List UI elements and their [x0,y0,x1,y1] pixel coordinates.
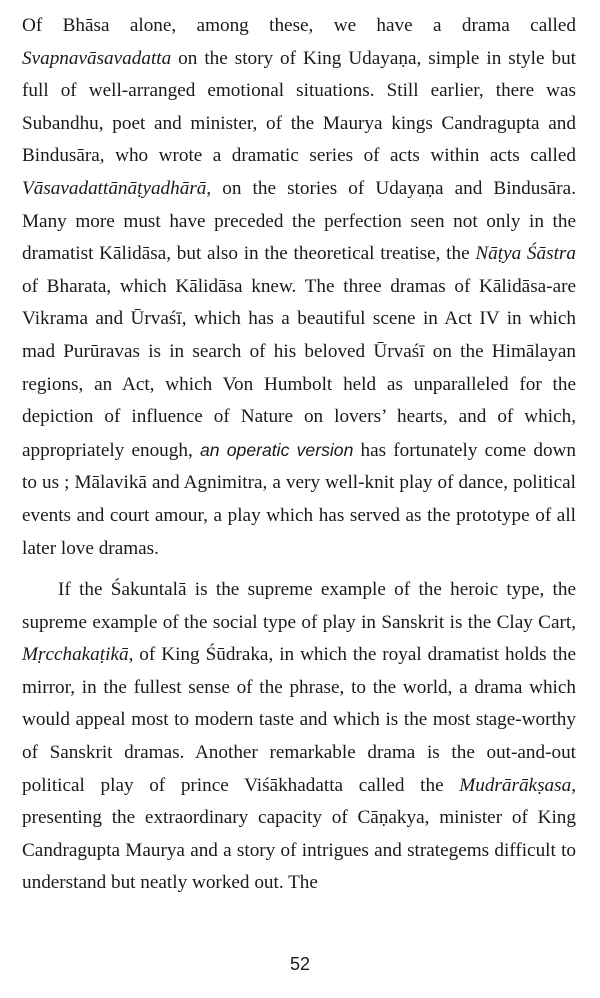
text-segment: , presenting the extraordinary capacity of Cāṇakya, minister of King Candragupta Maurya and a story of intrigues and strategems difficult to understand but neatly worked out. The [22,774,576,894]
italic-title-natya-sastra: Nāṭya Śāstra [475,243,576,265]
text-segment: of Bharata, which Kālidāsa knew. The three dramas of Kālidāsa-are Vikrama and Ūrvaśī, which has a beautiful scene in Act IV in which mad Purūravas is in search of his beloved Ūrvaśī on the Himālayan regions, an Act, which Von Humbolt held as unparalleled for the depiction of influence of Nature on lovers’ hearts, and of which, appropriately enough, [22,275,576,461]
page-number: 52 [289,954,311,974]
paragraph-1 [22,10,576,565]
text-segment: has fortunately come down to us ; Mālavikā and Agnimitra, a very well-knit play of dance, political events and court amour, a play which has served as the prototype of all later love dramas. [22,439,577,559]
italic-title-mrcchakatika: Mṛcchakaṭikā [22,644,129,666]
italic-title-svapnavasavadatta: Svapnavāsavadatta [22,47,172,69]
text-segment: Of Bhāsa alone, among these, we have a drama called [22,15,576,36]
emphasis-operatic-version: an operatic version [199,439,354,460]
text-segment: on the story of King Udayaṇa, simple in style but full of well-arranged emotional situations. Still earlier, there was Subandhu, poet and minister, of the Maurya kings Candragupta and Bindusāra, who wrote a dramatic series of acts within acts called [22,47,576,167]
body-text [22,10,576,900]
paragraph-2 [22,574,576,900]
text-segment: If the Śakuntalā is the supreme example of the heroic type, the supreme example of the social type of play in Sanskrit is the Clay Cart, [22,579,576,633]
italic-title-mudraraksasa: Mudrārākṣasa [459,774,572,796]
text-segment: , of King Śūdraka, in which the royal dramatist holds the mirror, in the fullest sense of the phrase, to the world, a drama which would appeal most to modern taste and which is the most stage-worthy of Sanskrit dramas. Another remarkable drama is the out-and-out political play of prince Viśākhadatta called the [22,644,576,796]
text-segment: , on the stories of Udayaṇa and Bindusāra. Many more must have preceded the perfection seen not only in the dramatist Kālidāsa, but also in the theoretical treatise, the [22,177,576,265]
italic-title-vasavadattanatyadhara: Vāsavadattānāṭyadhārā [22,177,207,199]
